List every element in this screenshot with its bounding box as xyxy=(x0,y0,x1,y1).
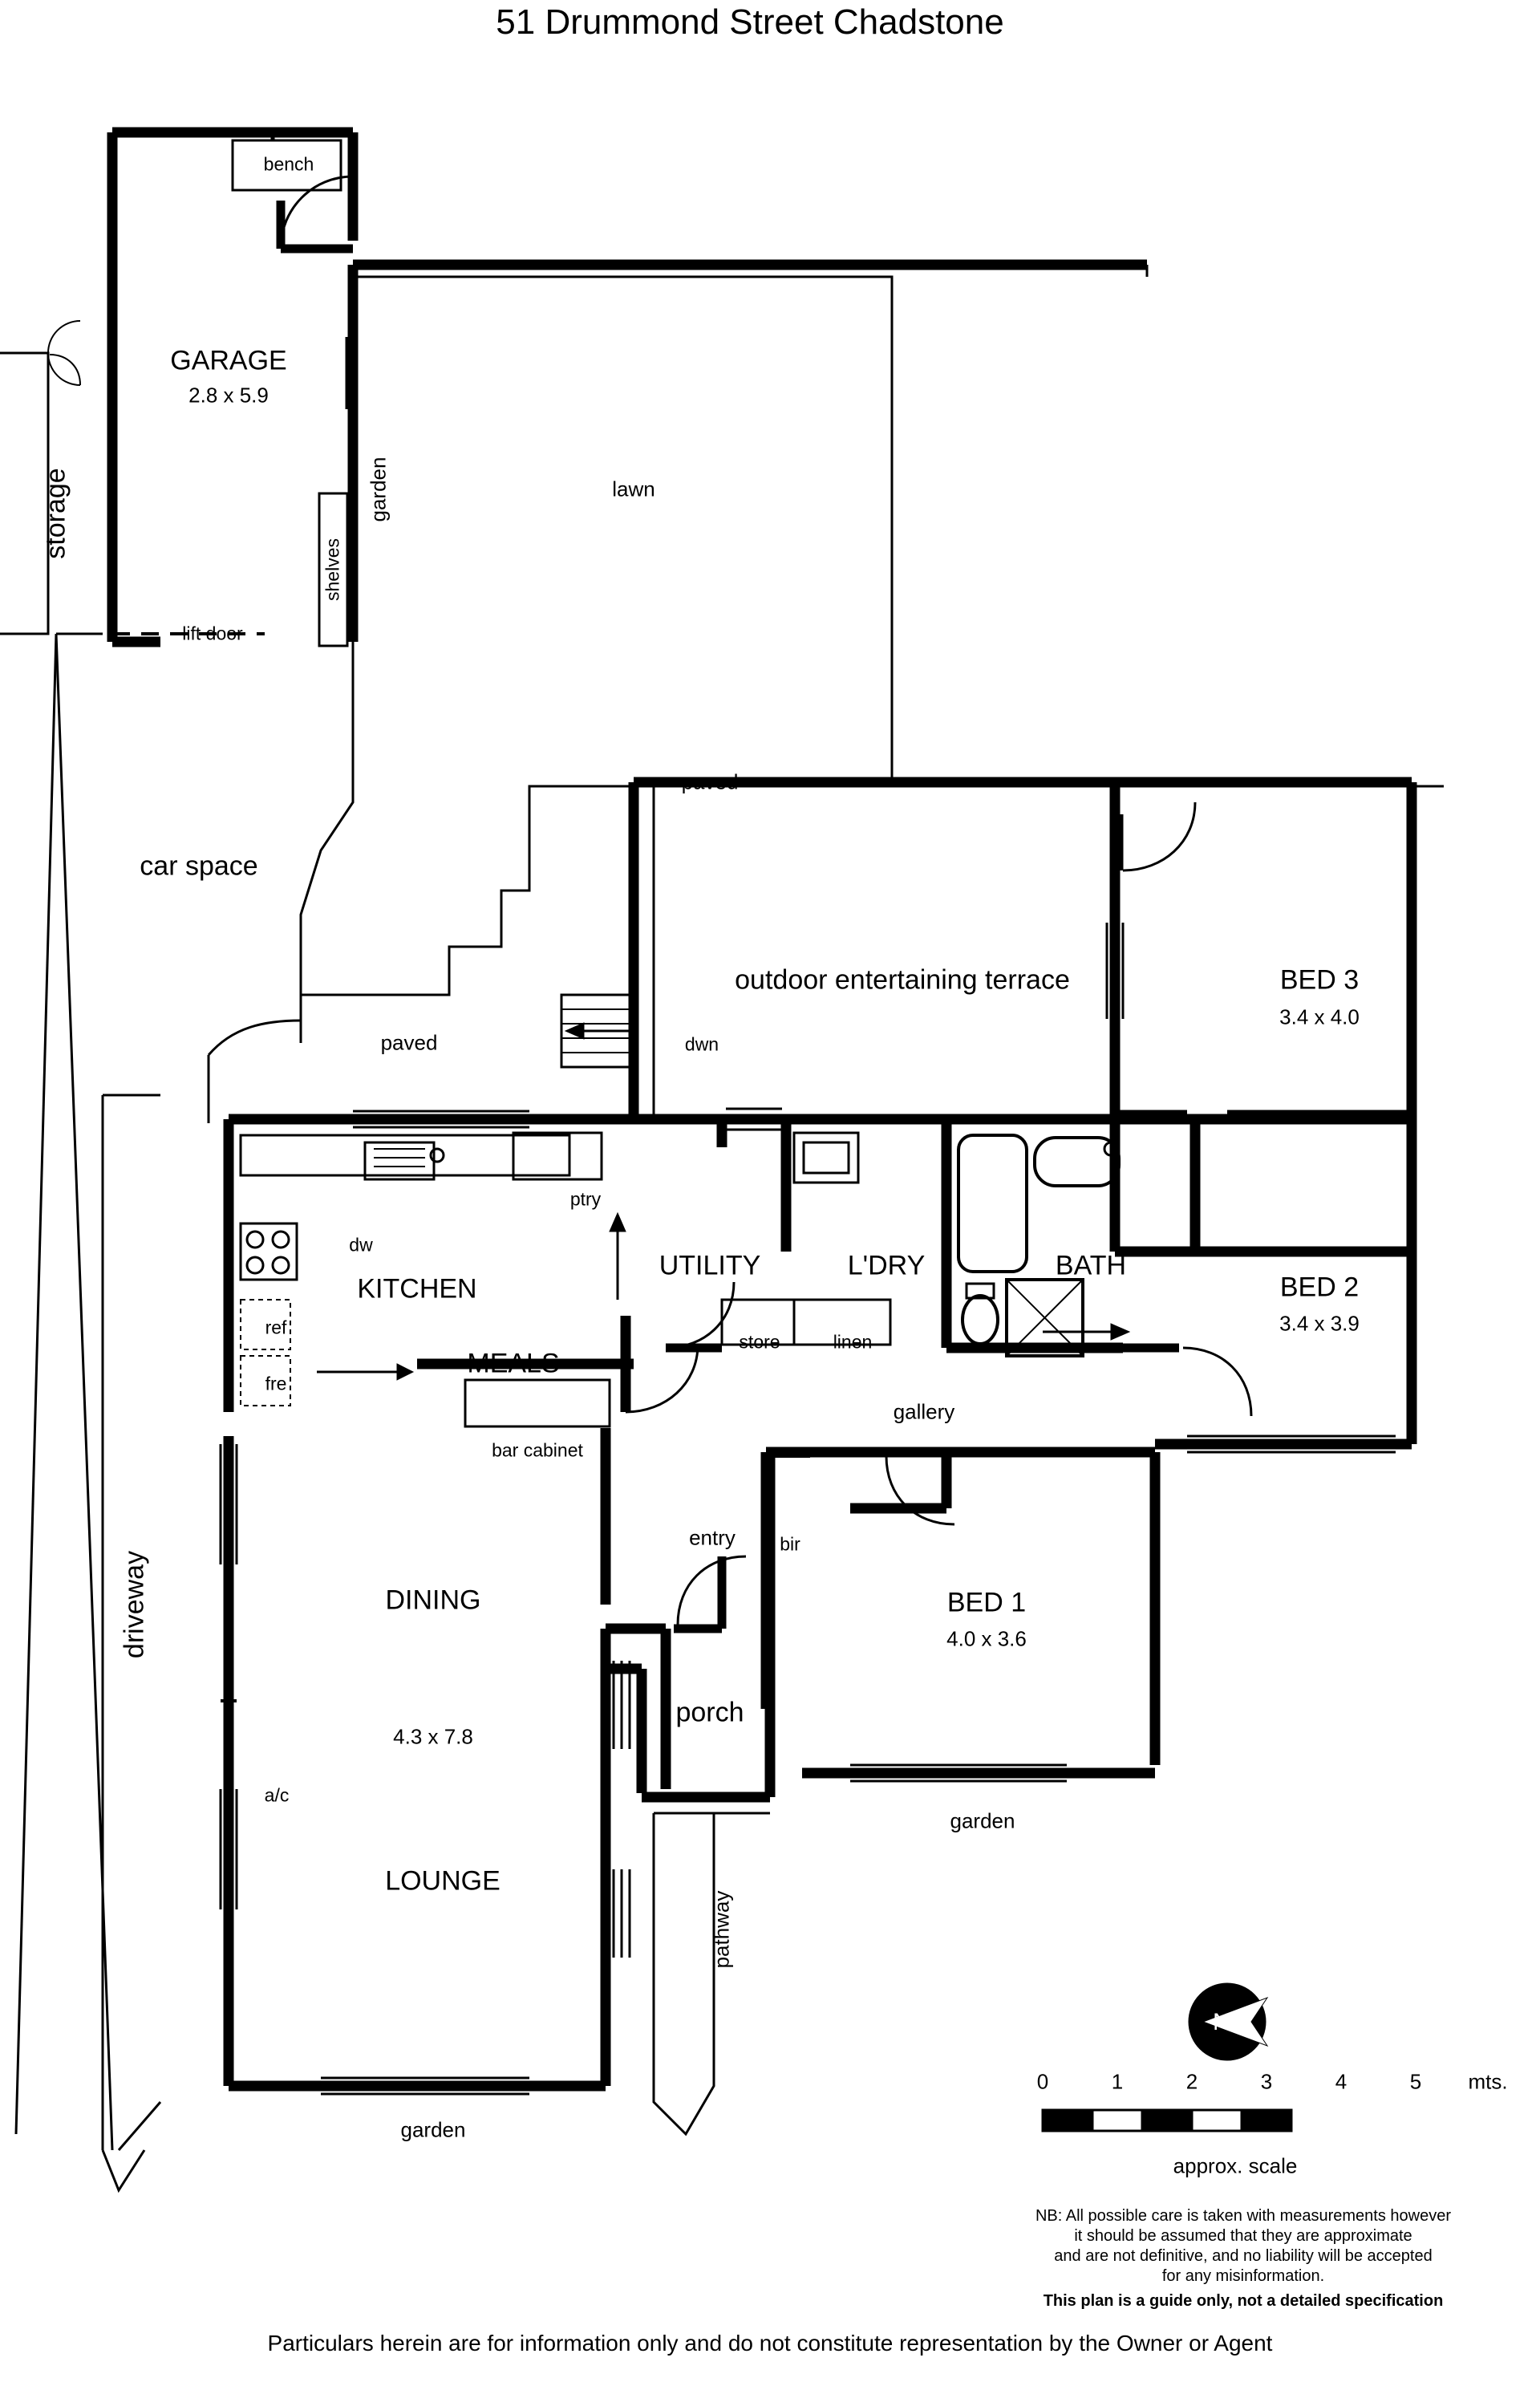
room-bed2-dims: 3.4 x 3.9 xyxy=(1279,1311,1360,1336)
label-ac: a/c xyxy=(264,1784,290,1806)
room-kitchen-name: KITCHEN xyxy=(357,1273,477,1305)
scale-tick-5: 5 xyxy=(1409,2069,1422,2094)
scale-tick-3: 3 xyxy=(1260,2069,1273,2094)
scale-tick-1: 1 xyxy=(1111,2069,1124,2094)
label-store: store xyxy=(739,1331,780,1353)
disclaimer-block xyxy=(946,2206,1540,2311)
disclaimer-line-1: NB: All possible care is taken with measurements however xyxy=(1035,2207,1451,2225)
label-entry: entry xyxy=(689,1525,736,1550)
label-lift-door: lift door xyxy=(182,623,243,644)
room-bed1-dims: 4.0 x 3.6 xyxy=(946,1626,1027,1651)
label-bench: bench xyxy=(263,153,314,175)
disclaimer-line-5: This plan is a guide only, not a detailed specification xyxy=(1043,2292,1444,2310)
label-lawn: lawn xyxy=(612,477,655,501)
room-garage-name: GARAGE xyxy=(170,345,287,376)
scale-tick-4: 4 xyxy=(1335,2069,1348,2094)
label-linen: linen xyxy=(833,1331,873,1353)
label-pathway: pathway xyxy=(709,1890,734,1969)
label-bir: bir xyxy=(780,1533,800,1555)
label-dwn: dwn xyxy=(684,1033,719,1055)
disclaimer-line-2: it should be assumed that they are approximate xyxy=(1074,2227,1412,2245)
room-dining-dims: 4.3 x 7.8 xyxy=(393,1724,473,1749)
label-garden-bed1: garden xyxy=(950,1808,1015,1833)
label-fre: fre xyxy=(265,1373,287,1394)
room-bath-name: BATH xyxy=(1055,1250,1127,1281)
label-bar-cabinet: bar cabinet xyxy=(492,1439,583,1461)
label-gallery: gallery xyxy=(893,1399,955,1424)
room-dining-name: DINING xyxy=(385,1585,481,1616)
room-bed3-dims: 3.4 x 4.0 xyxy=(1279,1004,1360,1029)
label-ref: ref xyxy=(265,1317,287,1338)
svg-text:N: N xyxy=(1213,2009,1230,2035)
label-porch: porch xyxy=(675,1697,744,1728)
room-laundry-name: L'DRY xyxy=(847,1250,926,1281)
label-shelves: shelves xyxy=(322,538,343,601)
label-car-space: car space xyxy=(140,850,258,882)
room-bed3-name: BED 3 xyxy=(1279,964,1360,996)
room-meals-name: MEALS xyxy=(467,1348,560,1379)
label-storage: storage xyxy=(40,468,71,559)
label-driveway: driveway xyxy=(119,1550,150,1659)
label-paved-1: paved xyxy=(681,769,739,794)
footer-text: Particulars herein are for information only and do not constitute representation by the Owner or Agent xyxy=(267,2331,1273,2356)
scale-unit: mts. xyxy=(1468,2069,1508,2094)
page-title: 51 Drummond Street Chadstone xyxy=(496,2,1004,42)
label-garden-top: garden xyxy=(366,457,391,522)
label-garden-bottom: garden xyxy=(400,2117,466,2142)
disclaimer-line-4: for any misinformation. xyxy=(1161,2267,1325,2285)
disclaimer-line-3: and are not definitive, and no liability will be accepted xyxy=(1054,2247,1433,2265)
label-ptry: ptry xyxy=(569,1188,602,1210)
scale-tick-0: 0 xyxy=(1036,2069,1049,2094)
label-dw: dw xyxy=(349,1234,373,1256)
label-paved-2: paved xyxy=(380,1030,438,1055)
scale-caption: approx. scale xyxy=(1173,2153,1298,2178)
label-terrace: outdoor entertaining terrace xyxy=(735,964,1070,996)
room-bed2-name: BED 2 xyxy=(1279,1272,1360,1303)
room-garage-dims: 2.8 x 5.9 xyxy=(188,383,269,408)
room-lounge-name: LOUNGE xyxy=(385,1865,500,1897)
room-bed1-name: BED 1 xyxy=(946,1587,1027,1618)
scale-tick-2: 2 xyxy=(1185,2069,1198,2094)
room-utility-name: UTILITY xyxy=(659,1250,761,1281)
